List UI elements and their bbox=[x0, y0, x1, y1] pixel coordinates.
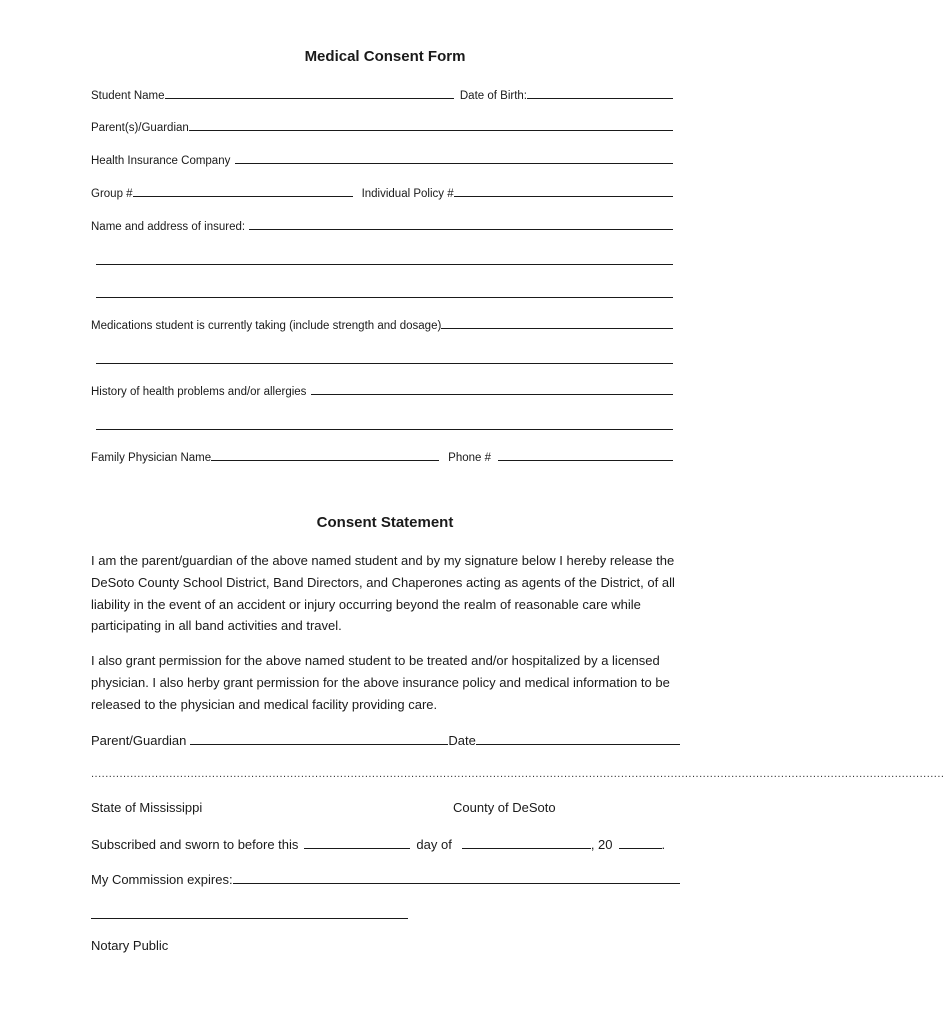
subscribed-day-field[interactable] bbox=[304, 848, 410, 849]
consent-title: Consent Statement bbox=[316, 514, 454, 531]
notary-signature-line[interactable] bbox=[91, 918, 408, 919]
individual-policy-field[interactable] bbox=[454, 196, 673, 197]
insured-field-line-3[interactable] bbox=[96, 297, 673, 298]
dotted-separator: ................................................................................................................................................................................................................................................ bbox=[91, 768, 944, 780]
date-of-birth-label: Date of Birth: bbox=[459, 90, 527, 102]
insurance-company-field[interactable] bbox=[235, 163, 673, 164]
insurance-company-row bbox=[91, 151, 673, 167]
parent-guardian-row bbox=[91, 118, 673, 134]
subscribed-row bbox=[91, 834, 680, 852]
insured-field-line-2[interactable] bbox=[96, 264, 673, 265]
notary-public-label: Notary Public bbox=[91, 938, 169, 953]
insurance-company-label: Health Insurance Company bbox=[91, 155, 231, 167]
county-label: County of DeSoto bbox=[453, 800, 556, 815]
parent-guardian-label: Parent(s)/Guardian bbox=[91, 122, 189, 134]
commission-row bbox=[91, 869, 680, 887]
parent-guardian-field[interactable] bbox=[189, 130, 673, 131]
state-label: State of Mississippi bbox=[91, 800, 203, 815]
form-title: Medical Consent Form bbox=[304, 48, 466, 65]
medications-row bbox=[91, 316, 673, 332]
phone-field[interactable] bbox=[498, 460, 673, 461]
commission-field[interactable] bbox=[233, 883, 680, 884]
day-of-label: day of bbox=[416, 837, 452, 852]
subscribed-month-field[interactable] bbox=[462, 848, 591, 849]
policy-row bbox=[91, 184, 673, 200]
medications-label: Medications student is currently taking (include strength and dosage) bbox=[91, 320, 442, 332]
insured-field[interactable] bbox=[249, 229, 673, 230]
student-name-field[interactable] bbox=[165, 98, 454, 99]
physician-name-field[interactable] bbox=[211, 460, 439, 461]
health-history-label: History of health problems and/or allergies bbox=[91, 386, 307, 398]
insured-row bbox=[91, 217, 673, 233]
consent-paragraph-2: I also grant permission for the above named student to be treated and/or hospitalized by a licensed physician. I also herby grant permission for the above insurance policy and medical information to be released to the physician and medical facility providing care. bbox=[91, 653, 670, 712]
group-label: Group # bbox=[91, 188, 133, 200]
consent-date-label: Date bbox=[448, 733, 476, 748]
student-name-label: Student Name bbox=[91, 90, 165, 102]
health-history-field[interactable] bbox=[311, 394, 673, 395]
physician-row bbox=[91, 448, 673, 464]
physician-name-label: Family Physician Name bbox=[91, 452, 212, 464]
consent-signature-row bbox=[91, 730, 680, 748]
commission-label: My Commission expires: bbox=[91, 872, 233, 887]
consent-paragraph-1: I am the parent/guardian of the above named student and by my signature below I hereby release the DeSoto County School District, Band Directors, and Chaperones acting as agents of the District, of all liability in the event of an accident or injury occurring beyond the realm of reasonable care while participating in all band activities and travel. bbox=[91, 553, 675, 634]
subscribed-year-field[interactable] bbox=[619, 848, 662, 849]
date-of-birth-field[interactable] bbox=[527, 98, 673, 99]
insured-label: Name and address of insured: bbox=[91, 221, 246, 233]
consent-parent-guardian-label: Parent/Guardian bbox=[91, 733, 187, 748]
period-label: . bbox=[661, 837, 666, 852]
phone-label: Phone # bbox=[448, 452, 492, 464]
health-history-row bbox=[91, 382, 673, 398]
health-history-field-line-2[interactable] bbox=[96, 429, 673, 430]
consent-parent-guardian-field[interactable] bbox=[190, 744, 448, 745]
medications-field[interactable] bbox=[441, 328, 673, 329]
medications-field-line-2[interactable] bbox=[96, 363, 673, 364]
consent-date-field[interactable] bbox=[476, 744, 680, 745]
year-prefix-label: , 20 bbox=[590, 837, 613, 852]
student-name-row bbox=[91, 86, 673, 102]
group-field[interactable] bbox=[133, 196, 353, 197]
individual-policy-label: Individual Policy # bbox=[361, 188, 454, 200]
subscribed-label: Subscribed and sworn to before this bbox=[91, 837, 299, 852]
